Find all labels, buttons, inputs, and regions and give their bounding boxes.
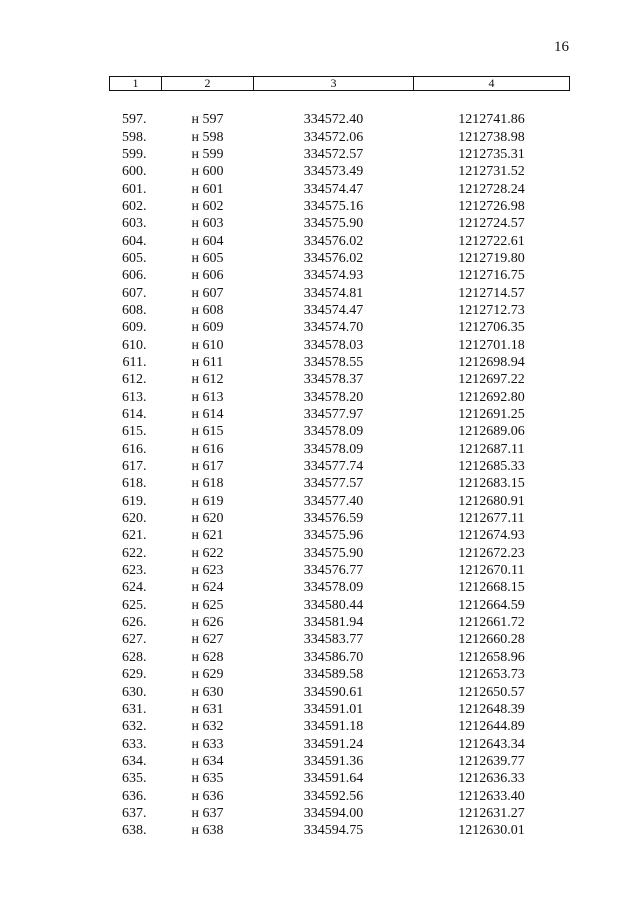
table-row bbox=[110, 649, 570, 666]
point-index: 610. bbox=[122, 337, 147, 353]
y-coordinate: 1212670.11 bbox=[458, 563, 525, 579]
point-index: 638. bbox=[122, 823, 147, 839]
header-cell-1: 1 bbox=[110, 77, 162, 91]
x-coordinate: 334591.64 bbox=[303, 771, 364, 787]
point-label: н 638 bbox=[191, 823, 224, 839]
x-coordinate: 334578.09 bbox=[303, 441, 364, 457]
table-row bbox=[110, 267, 570, 284]
table-row bbox=[110, 822, 570, 839]
point-label: н 630 bbox=[191, 684, 224, 700]
table-row bbox=[110, 683, 570, 700]
point-label: н 601 bbox=[191, 181, 224, 197]
x-coordinate: 334583.77 bbox=[303, 632, 364, 648]
table-row bbox=[110, 614, 570, 631]
point-label: н 627 bbox=[191, 632, 224, 648]
point-index: 608. bbox=[122, 302, 147, 318]
point-label: н 623 bbox=[191, 563, 224, 579]
point-index: 631. bbox=[122, 701, 147, 717]
y-coordinate: 1212653.73 bbox=[458, 667, 525, 683]
point-index: 633. bbox=[122, 736, 147, 752]
point-index: 599. bbox=[122, 146, 147, 162]
point-label: н 615 bbox=[191, 424, 224, 440]
y-coordinate: 1212722.61 bbox=[458, 233, 525, 249]
x-coordinate: 334578.09 bbox=[303, 424, 364, 440]
x-coordinate: 334575.90 bbox=[303, 545, 364, 561]
point-label: н 612 bbox=[191, 372, 224, 388]
table-row bbox=[110, 562, 570, 579]
point-index: 615. bbox=[122, 424, 147, 440]
y-coordinate: 1212735.31 bbox=[458, 146, 525, 162]
point-label: н 621 bbox=[191, 528, 224, 544]
point-index: 626. bbox=[122, 615, 147, 631]
table-row bbox=[110, 579, 570, 596]
y-coordinate: 1212661.72 bbox=[458, 615, 525, 631]
point-index: 617. bbox=[122, 459, 147, 475]
x-coordinate: 334574.47 bbox=[303, 181, 364, 197]
point-index: 602. bbox=[122, 198, 147, 214]
table-row bbox=[110, 163, 570, 180]
x-coordinate: 334578.37 bbox=[303, 372, 364, 388]
y-coordinate: 1212712.73 bbox=[458, 302, 525, 318]
point-label: н 598 bbox=[191, 129, 224, 145]
point-index: 625. bbox=[122, 597, 147, 613]
y-coordinate: 1212687.11 bbox=[458, 441, 525, 457]
y-coordinate: 1212685.33 bbox=[458, 459, 525, 475]
y-coordinate: 1212630.01 bbox=[458, 823, 525, 839]
x-coordinate: 334578.09 bbox=[303, 580, 364, 596]
x-coordinate: 334580.44 bbox=[303, 597, 364, 613]
x-coordinate: 334591.18 bbox=[303, 719, 364, 735]
point-label: н 606 bbox=[191, 268, 224, 284]
point-label: н 607 bbox=[191, 285, 224, 301]
point-index: 622. bbox=[122, 545, 147, 561]
x-coordinate: 334578.03 bbox=[303, 337, 364, 353]
table-row bbox=[110, 770, 570, 787]
point-label: н 635 bbox=[191, 771, 224, 787]
table-row bbox=[110, 146, 570, 163]
x-coordinate: 334578.55 bbox=[303, 354, 364, 370]
y-coordinate: 1212698.94 bbox=[458, 354, 525, 370]
point-label: н 625 bbox=[191, 597, 224, 613]
y-coordinate: 1212650.57 bbox=[458, 684, 525, 700]
point-index: 620. bbox=[122, 511, 147, 527]
y-coordinate: 1212724.57 bbox=[458, 216, 525, 232]
point-index: 611. bbox=[122, 354, 147, 370]
y-coordinate: 1212643.34 bbox=[458, 736, 525, 752]
point-label: н 614 bbox=[191, 407, 224, 423]
header-cell-4: 4 bbox=[414, 77, 570, 91]
point-index: 603. bbox=[122, 216, 147, 232]
table-row bbox=[110, 371, 570, 388]
x-coordinate: 334574.47 bbox=[303, 302, 364, 318]
point-label: н 604 bbox=[191, 233, 224, 249]
point-index: 605. bbox=[122, 250, 147, 266]
table-row bbox=[110, 458, 570, 475]
point-label: н 633 bbox=[191, 736, 224, 752]
point-index: 606. bbox=[122, 268, 147, 284]
point-label: н 602 bbox=[191, 198, 224, 214]
x-coordinate: 334577.40 bbox=[303, 493, 364, 509]
x-coordinate: 334575.16 bbox=[303, 198, 364, 214]
point-label: н 608 bbox=[191, 302, 224, 318]
table-row bbox=[110, 753, 570, 770]
x-coordinate: 334577.74 bbox=[303, 459, 364, 475]
point-label: н 620 bbox=[191, 511, 224, 527]
y-coordinate: 1212677.11 bbox=[458, 511, 525, 527]
y-coordinate: 1212691.25 bbox=[458, 407, 525, 423]
point-index: 601. bbox=[122, 181, 147, 197]
point-label: н 626 bbox=[191, 615, 224, 631]
x-coordinate: 334591.36 bbox=[303, 753, 364, 769]
y-coordinate: 1212644.89 bbox=[458, 719, 525, 735]
table-row bbox=[110, 805, 570, 822]
y-coordinate: 1212683.15 bbox=[458, 476, 525, 492]
point-label: н 634 bbox=[191, 753, 224, 769]
x-coordinate: 334594.75 bbox=[303, 823, 364, 839]
y-coordinate: 1212668.15 bbox=[458, 580, 525, 596]
table-body bbox=[110, 111, 570, 839]
point-index: 612. bbox=[122, 372, 147, 388]
point-index: 627. bbox=[122, 632, 147, 648]
y-coordinate: 1212664.59 bbox=[458, 597, 525, 613]
point-label: н 609 bbox=[191, 320, 224, 336]
point-label: н 618 bbox=[191, 476, 224, 492]
header-spacer bbox=[110, 91, 570, 112]
point-index: 618. bbox=[122, 476, 147, 492]
y-coordinate: 1212689.06 bbox=[458, 424, 525, 440]
header-cell-3: 3 bbox=[254, 77, 414, 91]
point-label: н 636 bbox=[191, 788, 224, 804]
header-cell-2: 2 bbox=[162, 77, 254, 91]
table-row bbox=[110, 545, 570, 562]
y-coordinate: 1212719.80 bbox=[458, 250, 525, 266]
table-row bbox=[110, 128, 570, 145]
point-index: 619. bbox=[122, 493, 147, 509]
point-index: 636. bbox=[122, 788, 147, 804]
point-label: н 605 bbox=[191, 250, 224, 266]
table-row bbox=[110, 354, 570, 371]
table-row bbox=[110, 475, 570, 492]
y-coordinate: 1212660.28 bbox=[458, 632, 525, 648]
table-row bbox=[110, 389, 570, 406]
y-coordinate: 1212726.98 bbox=[458, 198, 525, 214]
y-coordinate: 1212692.80 bbox=[458, 389, 525, 405]
point-index: 624. bbox=[122, 580, 147, 596]
x-coordinate: 334586.70 bbox=[303, 649, 364, 665]
table-row bbox=[110, 319, 570, 336]
x-coordinate: 334594.00 bbox=[303, 805, 364, 821]
point-index: 607. bbox=[122, 285, 147, 301]
y-coordinate: 1212674.93 bbox=[458, 528, 525, 544]
point-index: 613. bbox=[122, 389, 147, 405]
table-row bbox=[110, 493, 570, 510]
point-index: 629. bbox=[122, 667, 147, 683]
y-coordinate: 1212672.23 bbox=[458, 545, 525, 561]
y-coordinate: 1212658.96 bbox=[458, 649, 525, 665]
x-coordinate: 334576.02 bbox=[303, 233, 364, 249]
x-coordinate: 334577.97 bbox=[303, 407, 364, 423]
point-index: 597. bbox=[122, 112, 147, 128]
point-label: н 600 bbox=[191, 164, 224, 180]
x-coordinate: 334577.57 bbox=[303, 476, 364, 492]
point-index: 621. bbox=[122, 528, 147, 544]
y-coordinate: 1212633.40 bbox=[458, 788, 525, 804]
point-index: 598. bbox=[122, 129, 147, 145]
header-row bbox=[110, 77, 570, 91]
point-label: н 624 bbox=[191, 580, 224, 596]
point-index: 635. bbox=[122, 771, 147, 787]
table-row bbox=[110, 232, 570, 249]
table-row bbox=[110, 718, 570, 735]
point-label: н 632 bbox=[191, 719, 224, 735]
table-row bbox=[110, 198, 570, 215]
y-coordinate: 1212731.52 bbox=[458, 164, 525, 180]
point-index: 623. bbox=[122, 563, 147, 579]
x-coordinate: 334576.59 bbox=[303, 511, 364, 527]
point-index: 616. bbox=[122, 441, 147, 457]
table-row bbox=[110, 597, 570, 614]
table-row bbox=[110, 787, 570, 804]
point-label: н 599 bbox=[191, 146, 224, 162]
point-index: 628. bbox=[122, 649, 147, 665]
y-coordinate: 1212738.98 bbox=[458, 129, 525, 145]
x-coordinate: 334589.58 bbox=[303, 667, 364, 683]
x-coordinate: 334576.77 bbox=[303, 563, 364, 579]
y-coordinate: 1212716.75 bbox=[458, 268, 525, 284]
point-label: н 616 bbox=[191, 441, 224, 457]
x-coordinate: 334592.56 bbox=[303, 788, 364, 804]
point-index: 600. bbox=[122, 164, 147, 180]
point-index: 614. bbox=[122, 407, 147, 423]
table-row bbox=[110, 180, 570, 197]
x-coordinate: 334575.96 bbox=[303, 528, 364, 544]
x-coordinate: 334574.70 bbox=[303, 320, 364, 336]
table-row bbox=[110, 336, 570, 353]
x-coordinate: 334575.90 bbox=[303, 216, 364, 232]
point-label: н 628 bbox=[191, 649, 224, 665]
point-index: 604. bbox=[122, 233, 147, 249]
point-index: 632. bbox=[122, 719, 147, 735]
point-label: н 619 bbox=[191, 493, 224, 509]
y-coordinate: 1212639.77 bbox=[458, 753, 525, 769]
table-row bbox=[110, 250, 570, 267]
x-coordinate: 334581.94 bbox=[303, 615, 364, 631]
point-label: н 622 bbox=[191, 545, 224, 561]
table-row bbox=[110, 111, 570, 128]
point-label: н 613 bbox=[191, 389, 224, 405]
point-index: 634. bbox=[122, 753, 147, 769]
table-row bbox=[110, 631, 570, 648]
y-coordinate: 1212636.33 bbox=[458, 771, 525, 787]
y-coordinate: 1212697.22 bbox=[458, 372, 525, 388]
table-row bbox=[110, 666, 570, 683]
point-label: н 603 bbox=[191, 216, 224, 232]
table-row bbox=[110, 215, 570, 232]
point-label: н 629 bbox=[191, 667, 224, 683]
x-coordinate: 334576.02 bbox=[303, 250, 364, 266]
table-row bbox=[110, 510, 570, 527]
table-row bbox=[110, 406, 570, 423]
point-index: 637. bbox=[122, 805, 147, 821]
table-row bbox=[110, 735, 570, 752]
x-coordinate: 334572.57 bbox=[303, 146, 364, 162]
x-coordinate: 334574.81 bbox=[303, 285, 364, 301]
table-row bbox=[110, 302, 570, 319]
point-label: н 611 bbox=[191, 354, 224, 370]
point-label: н 637 bbox=[191, 805, 224, 821]
x-coordinate: 334574.93 bbox=[303, 268, 364, 284]
table-row bbox=[110, 701, 570, 718]
x-coordinate: 334573.49 bbox=[303, 164, 364, 180]
point-label: н 617 bbox=[191, 459, 224, 475]
y-coordinate: 1212706.35 bbox=[458, 320, 525, 336]
point-index: 609. bbox=[122, 320, 147, 336]
x-coordinate: 334572.40 bbox=[303, 112, 364, 128]
y-coordinate: 1212701.18 bbox=[458, 337, 525, 353]
x-coordinate: 334591.01 bbox=[303, 701, 364, 717]
page-number: 16 bbox=[554, 39, 569, 55]
point-label: н 610 bbox=[191, 337, 224, 353]
table-row bbox=[110, 527, 570, 544]
point-label: н 597 bbox=[191, 112, 224, 128]
point-label: н 631 bbox=[191, 701, 224, 717]
table-row bbox=[110, 423, 570, 440]
y-coordinate: 1212631.27 bbox=[458, 805, 525, 821]
y-coordinate: 1212648.39 bbox=[458, 701, 525, 717]
y-coordinate: 1212741.86 bbox=[458, 112, 525, 128]
table-row bbox=[110, 284, 570, 301]
y-coordinate: 1212714.57 bbox=[458, 285, 525, 301]
x-coordinate: 334591.24 bbox=[303, 736, 364, 752]
y-coordinate: 1212680.91 bbox=[458, 493, 525, 509]
x-coordinate: 334572.06 bbox=[303, 129, 364, 145]
table-row bbox=[110, 441, 570, 458]
point-index: 630. bbox=[122, 684, 147, 700]
table-header bbox=[110, 77, 570, 112]
x-coordinate: 334590.61 bbox=[303, 684, 364, 700]
coordinates-table bbox=[109, 76, 570, 839]
x-coordinate: 334578.20 bbox=[303, 389, 364, 405]
y-coordinate: 1212728.24 bbox=[458, 181, 525, 197]
